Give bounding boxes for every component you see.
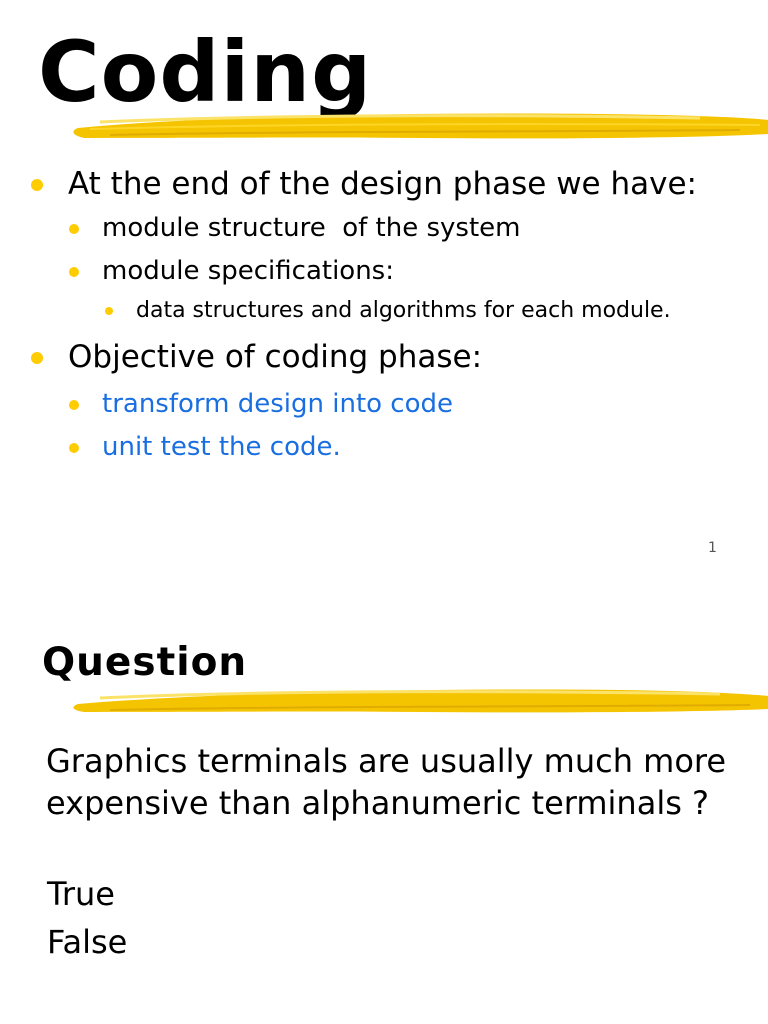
- slide-title: Coding: [38, 23, 373, 121]
- bullet-dot: [69, 443, 79, 453]
- sub-bullet-item: [102, 256, 394, 286]
- slide-title: Question: [42, 640, 248, 685]
- sub-bullet-item: [102, 389, 453, 419]
- bullet-dot: [69, 224, 79, 234]
- option-text: True: [47, 875, 115, 913]
- sub-bullet-item: [102, 213, 520, 243]
- bullet-dot: [31, 179, 43, 191]
- bullet-text: data structures and algorithms for each module.: [136, 298, 671, 323]
- bullet-dot: [69, 267, 79, 277]
- brush-underline: [0, 108, 768, 148]
- bullet-dot: [69, 400, 79, 410]
- sub-bullet-item: [102, 432, 341, 462]
- bullet-dot: [105, 307, 113, 315]
- bullet-item: [68, 339, 482, 375]
- bullet-text: module specifications:: [102, 256, 394, 286]
- bullet-item: [68, 166, 697, 202]
- slide-question: [0, 590, 768, 1024]
- bullet-text: At the end of the design phase we have:: [68, 166, 697, 202]
- bullet-text: transform design into code: [102, 389, 454, 419]
- bullet-text: unit test the code.: [102, 432, 341, 462]
- page-number: 1: [708, 540, 717, 556]
- bullet-text: module structure of the system: [102, 213, 521, 243]
- option-text: False: [47, 923, 128, 961]
- bullet-text: Objective of coding phase:: [68, 339, 483, 375]
- question-text: Graphics terminals are usually much more expensive than alphanumeric terminals ?: [46, 742, 727, 822]
- bullet-dot: [31, 352, 43, 364]
- sub-sub-bullet-item: [136, 298, 671, 324]
- brush-underline: [0, 682, 768, 722]
